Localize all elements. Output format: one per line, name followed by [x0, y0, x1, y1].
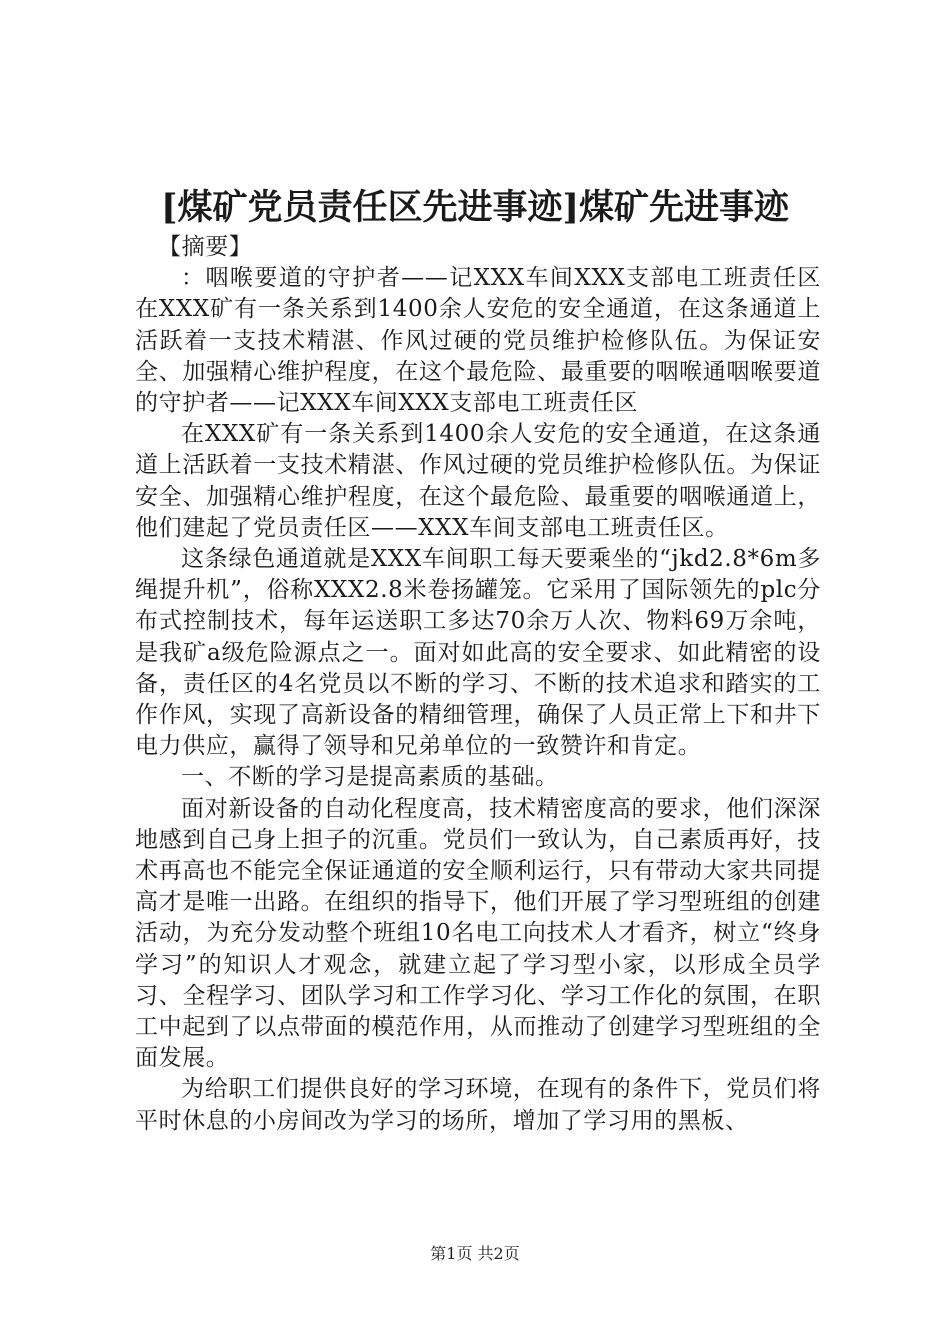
body-paragraph: ：咽喉要道的守护者——记XXX车间XXX支部电工班责任区在XXX矿有一条关系到1400余人安危的安全通道，在这条通道上活跃着一支技术精湛、作风过硬的党员维护检修队伍。为保证安全、加强精心维护程度，在这个最危险、最重要的咽喉通咽喉要道的守护者——记XXX车间XXX支部电工班责任区 — [135, 265, 821, 417]
document-title: [煤矿党员责任区先进事迹]煤矿先进事迹 — [160, 187, 790, 228]
page-footer: 第1页 共2页 — [430, 1244, 520, 1263]
section-heading: 一、不断的学习是提高素质的基础。 — [181, 764, 559, 791]
body-paragraph: 面对新设备的自动化程度高，技术精密度高的要求，他们深深地感到自己身上担子的沉重。党员们一致认为，自己素质再好，技术再高也不能完全保证通道的安全顺利运行，只有带动大家共同提高才是唯一出路。在组织的指导下，他们开展了学习型班组的创建活动，为充分发动整个班组10名电工向技术人才看齐，树立“终身学习”的知识人才观念，就建立起了学习型小家，以形成全员学习、全程学习、团队学习和工作学习化、学习工作化的氛围，在职工中起到了以点带面的模范作用，从而推动了创建学习型班组的全面发展。 — [135, 795, 821, 1072]
document-body — [135, 232, 821, 1137]
body-paragraph: 在XXX矿有一条关系到1400余人安危的安全通道，在这条通道上活跃着一支技术精湛、作风过硬的党员维护检修队伍。为保证安全、加强精心维护程度，在这个最危险、最重要的咽喉通道上，他们建起了党员责任区——XXX车间支部电工班责任区。 — [135, 421, 821, 541]
body-paragraph: 这条绿色通道就是XXX车间职工每天要乘坐的“jkd2.8*6m多绳提升机”，俗称XXX2.8米卷扬罐笼。它采用了国际领先的plc分布式控制技术，每年运送职工多达70余万人次、物料69万余吨，是我矿a级危险源点之一。面对如此高的安全要求、如此精密的设备，责任区的4名党员以不断的学习、不断的技术追求和踏实的工作作风，实现了高新设备的精细管理，确保了人员正常上下和井下电力供应，赢得了领导和兄弟单位的一致赞许和肯定。 — [135, 546, 821, 760]
body-paragraph: 为给职工们提供良好的学习环境，在现有的条件下，党员们将平时休息的小房间改为学习的场所，增加了学习用的黑板、 — [135, 1076, 821, 1134]
abstract-label: 【摘要】 — [158, 234, 253, 260]
